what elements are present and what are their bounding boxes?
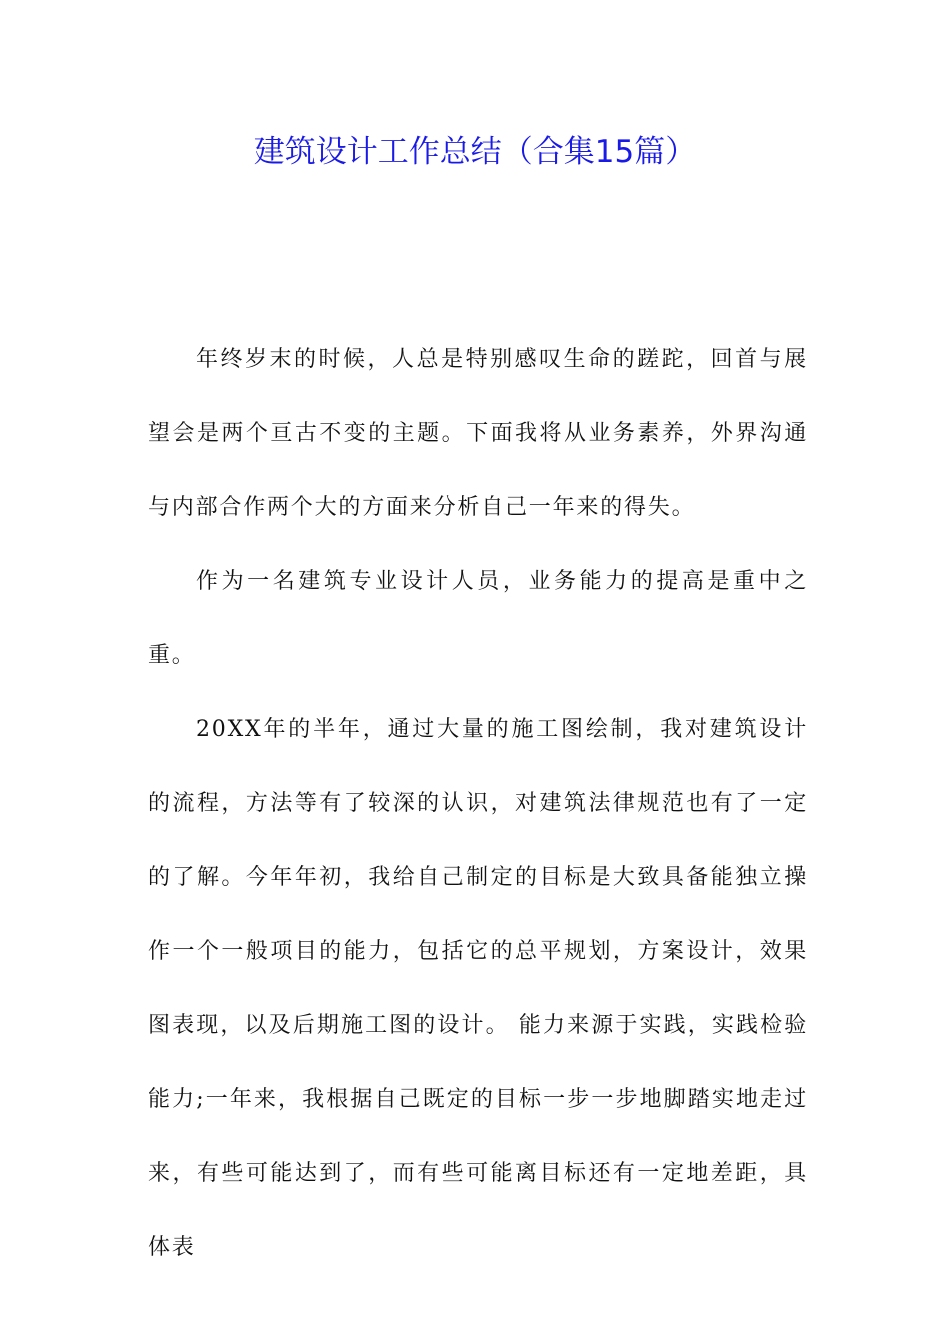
paragraph-2: 作为一名建筑专业设计人员，业务能力的提高是重中之重。 xyxy=(148,569,808,668)
paragraph-2-block xyxy=(148,545,808,693)
document-title: 建筑设计工作总结（合集15篇） xyxy=(253,134,697,170)
paragraph-1: 年终岁末的时候，人总是特别感叹生命的蹉跎，回首与展望会是两个亘古不变的主题。下面我将从业务素养，外界沟通与内部合作两个大的方面来分析自己一年来的得失。 xyxy=(148,347,808,520)
paragraph-1-block xyxy=(148,323,808,545)
paragraph-3: 20XX年的半年，通过大量的施工图绘制，我对建筑设计的流程，方法等有了较深的认识，对建筑法律规范也有了一定的了解。今年年初，我给自己制定的目标是大致具备能独立操作一个一般项目的能力，包括它的总平规划，方案设计，效果图表现，以及后期施工图的设计。 能力来源于实践，实践检验能力;一年来，我根据自己既定的目标一步一步地脚踏实地走过来，有些可能达到了，而有些可能离目标还有一定地差距，具体表 xyxy=(148,717,808,1260)
paragraph-3-block xyxy=(148,693,808,1285)
